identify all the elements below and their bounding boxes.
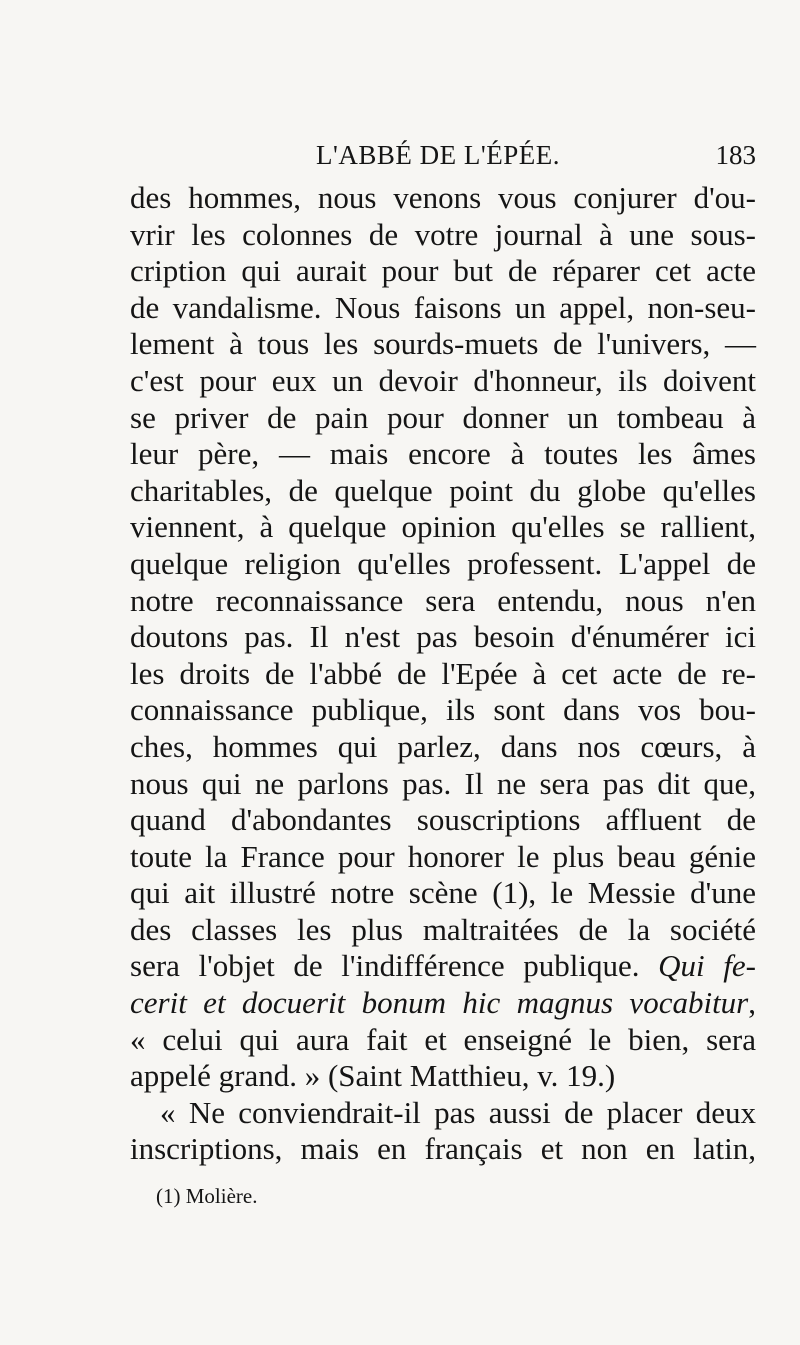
text-line: lement à tous les sourds-muets de l'univers, —	[130, 326, 756, 362]
text-line: les droits de l'abbé de l'Epée à cet acte de re-	[130, 655, 756, 691]
text-line: charitables, de quelque point du globe qu'elles	[130, 472, 756, 508]
page-number: 183	[715, 140, 756, 170]
text-line: quand d'abondantes souscriptions affluent de	[130, 802, 756, 838]
text-line: des classes les plus maltraitées de la société	[130, 911, 756, 947]
text-line: se priver de pain pour donner un tombeau à	[130, 399, 756, 435]
text-line: cription qui aurait pour but de réparer cet acte	[130, 253, 756, 289]
text-line: doutons pas. Il n'est pas besoin d'énumérer ici	[130, 619, 756, 655]
text-line: inscriptions, mais en français et non en latin,	[130, 1131, 756, 1167]
text-line: des hommes, nous venons vous conjurer d'ou-	[130, 180, 756, 215]
text-line: connaissance publique, ils sont dans vos bou-	[130, 692, 756, 728]
page-header	[130, 140, 756, 180]
text-line: qui ait illustré notre scène (1), le Messie d'une	[130, 875, 756, 911]
text-line: leur père, — mais encore à toutes les âmes	[130, 436, 756, 472]
text-line: ches, hommes qui parlez, dans nos cœurs, à	[130, 728, 756, 764]
text-line: de vandalisme. Nous faisons un appel, non-seu-	[130, 289, 756, 325]
text-line: notre reconnaissance sera entendu, nous n'en	[130, 582, 756, 618]
text-line: toute la France pour honorer le plus beau génie	[130, 838, 756, 874]
text-segment: ,	[748, 985, 756, 1021]
latin-quote-start: Qui fe-	[658, 948, 756, 984]
text-line: « Ne conviendrait-il pas aussi de placer deux	[160, 1094, 756, 1130]
text-line: « celui qui aura fait et enseigné le bien, sera	[130, 1021, 756, 1057]
latin-quote-line	[130, 985, 756, 1022]
text-segment: sera l'objet de l'indifférence publique.	[130, 948, 659, 984]
text-line: vrir les colonnes de votre journal à une sous-	[130, 216, 756, 252]
text-line: c'est pour eux un devoir d'honneur, ils doivent	[130, 362, 756, 398]
text-line: viennent, à quelque opinion qu'elles se rallient,	[130, 509, 756, 545]
text-line: appelé grand. » (Saint Matthieu, v. 19.)	[130, 1058, 616, 1094]
text-line: quelque religion qu'elles professent. L'appel de	[130, 545, 756, 581]
text-line: nous qui ne parlons pas. Il ne sera pas dit que,	[130, 765, 756, 801]
text-line-with-latin	[130, 948, 756, 985]
body-text	[130, 180, 756, 1168]
footnote: (1) Molière.	[156, 1184, 258, 1208]
latin-quote-end: cerit et docuerit bonum hic magnus vocabitur	[130, 985, 749, 1021]
running-title: L'ABBÉ DE L'ÉPÉE.	[316, 140, 560, 170]
